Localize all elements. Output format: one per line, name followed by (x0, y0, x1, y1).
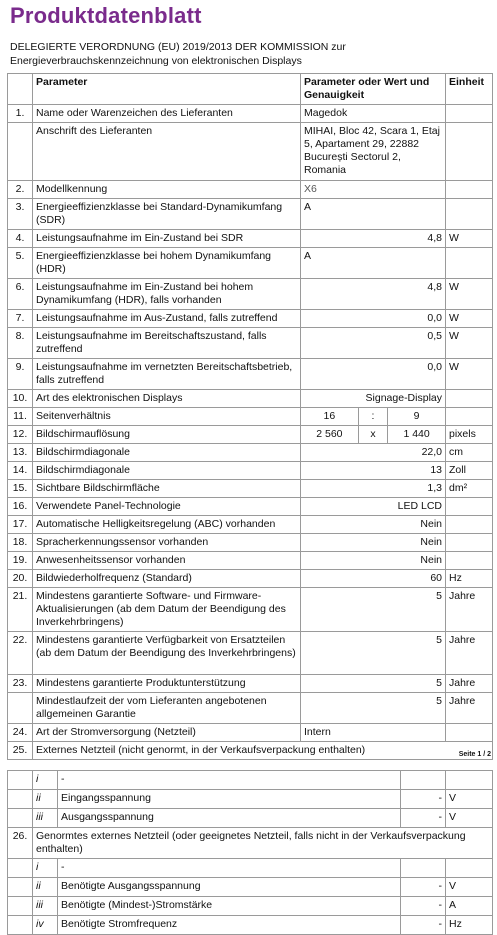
table-row: 5. Energieeffizienzklasse bei hohem Dynamikumfang (HDR) A (8, 248, 493, 279)
header-value: Parameter oder Wert und Genauigkeit (301, 74, 446, 105)
table-row: 22. Mindestens garantierte Verfügbarkeit von Ersatzteilen (ab dem Datum der Beendigung des Inverkehrbringens) 5 Jahre (8, 632, 493, 675)
table-row: 24. Art der Stromversorgung (Netzteil) Intern (8, 724, 493, 742)
table-row: 21. Mindestens garantierte Software- und Firmware-Aktualisierungen (ab dem Datum der Beendigung des Inverkehrbringens) 5 Jahre (8, 588, 493, 632)
table-row: 18. Spracherkennungssensor vorhanden Nein (8, 534, 493, 552)
table-row: 14. Bildschirmdiagonale 13 Zoll (8, 462, 493, 480)
table-row: iii Benötigte (Mindest-)Stromstärke - A (8, 897, 493, 916)
table-row: 17. Automatische Helligkeitsregelung (ABC) vorhanden Nein (8, 516, 493, 534)
table-row: 23. Mindestens garantierte Produktunterstützung 5 Jahre (8, 675, 493, 693)
product-data-table-continued (7, 770, 493, 935)
table-row: 4. Leistungsaufnahme im Ein-Zustand bei SDR 4,8 W (8, 230, 493, 248)
table-row: ii Benötigte Ausgangsspannung - V (8, 878, 493, 897)
table-row: iii Ausgangsspannung - V (8, 809, 493, 828)
table-row: 10. Art des elektronischen Displays Signage-Display (8, 390, 493, 408)
table-row: 13. Bildschirmdiagonale 22,0 cm (8, 444, 493, 462)
table-row: 19. Anwesenheitssensor vorhanden Nein (8, 552, 493, 570)
table-row: Anschrift des Lieferanten MIHAI, Bloc 42, Scara 1, Etaj 5, Apartament 29, 22882 București Sectorul 2, Romania (8, 123, 493, 181)
table-row: 16. Verwendete Panel-Technologie LED LCD (8, 498, 493, 516)
table-row: 26. Genormtes externes Netzteil (oder geeignetes Netzteil, falls nicht in der Verkaufsverpackung enthalten) (8, 828, 493, 859)
table-row: 6. Leistungsaufnahme im Ein-Zustand bei hohem Dynamikumfang (HDR), falls vorhanden 4,8 W (8, 279, 493, 310)
table-row: 9. Leistungsaufnahme im vernetzten Bereitschaftsbetrieb, falls zutreffend 0,0 W (8, 359, 493, 390)
table-row: 12. Bildschirmauflösung 2 560 x 1 440 pixels (8, 426, 493, 444)
table-row: 8. Leistungsaufnahme im Bereitschaftszustand, falls zutreffend 0,5 W (8, 328, 493, 359)
table-row: 1. Name oder Warenzeichen des Lieferanten Magedok (8, 105, 493, 123)
page-number: Seite 1 / 2 (458, 751, 491, 758)
table-row: i - (8, 771, 493, 790)
table-header-row (8, 74, 493, 105)
regulation-subtitle: DELEGIERTE VERORDNUNG (EU) 2019/2013 DER KOMMISSION zur Energieverbrauchskennzeichnung von elektronischen Displays (10, 41, 346, 67)
header-unit: Einheit (446, 74, 493, 105)
table-row: 11. Seitenverhältnis 16 : 9 (8, 408, 493, 426)
table-row: i - (8, 859, 493, 878)
table-row: 25. Externes Netzteil (nicht genormt, in der Verkaufsverpackung enthalten) (8, 742, 493, 760)
table-row: 2. Modellkennung X6 (8, 181, 493, 199)
header-parameter: Parameter (33, 74, 301, 105)
table-row: Mindestlaufzeit der vom Lieferanten angebotenen allgemeinen Garantie 5 Jahre (8, 693, 493, 724)
table-row: 15. Sichtbare Bildschirmfläche 1,3 dm² (8, 480, 493, 498)
table-row: 20. Bildwiederholfrequenz (Standard) 60 Hz (8, 570, 493, 588)
product-data-table (7, 73, 493, 760)
page-title: Produktdatenblatt (10, 3, 202, 28)
table-row: ii Eingangsspannung - V (8, 790, 493, 809)
table-row: iv Benötigte Stromfrequenz - Hz (8, 916, 493, 935)
table-row: 7. Leistungsaufnahme im Aus-Zustand, falls zutreffend 0,0 W (8, 310, 493, 328)
table-row: 3. Energieeffizienzklasse bei Standard-Dynamikumfang (SDR) A (8, 199, 493, 230)
